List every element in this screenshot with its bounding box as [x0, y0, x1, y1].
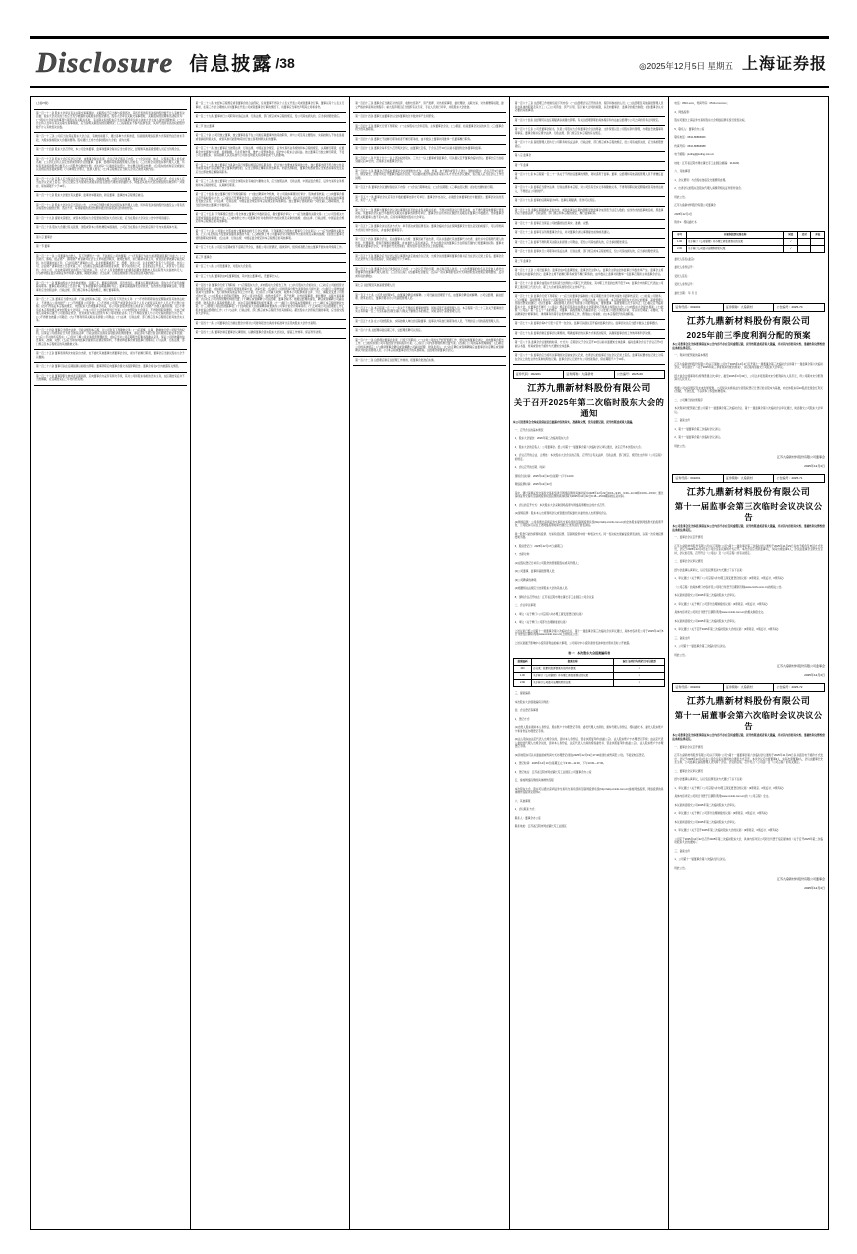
- column-3-body: [353, 100, 506, 366]
- article-paragraph: (2)公司董事、监事和高级管理人员；: [514, 570, 557, 574]
- article-paragraph: 特此公告。: [674, 444, 688, 448]
- article-paragraph: 三、备查文件: [674, 636, 690, 640]
- column-container: [31, 97, 828, 1229]
- signature-line: 受托人签名：: [674, 274, 690, 278]
- article-paragraph: 第一百六十条 总经理每届任期三年，总经理连聘可以连任。: [353, 327, 506, 337]
- article-paragraph: 第一百七十一条 监事应当保证公司披露的信息真实、准确、完整。: [513, 220, 666, 230]
- article-paragraph: (1)现场投票：股东本人出席现场会议或者通过授权委托书委托他人出席现场会议。: [514, 512, 609, 516]
- article-paragraph: 第二节 监事会: [513, 258, 666, 268]
- table-cell: √: [614, 666, 665, 673]
- page-frame: [30, 96, 829, 1230]
- article-paragraph: 第一百五十五条 董事会应当对会议所议事项的决定做成会议记录，出席会议的董事和董事会秘书应当在会议记录上签名。董事会会议记录作为公司档案保存，保存期限不少于10年。: [353, 253, 506, 266]
- article-paragraph: 第一百四十五条 董事长行使下列职权：(一)主持股东大会和召集、主持董事会会议；(二)督促、检查董事会决议的执行；(三)董事会授予的其他职权。: [353, 123, 506, 136]
- article-paragraph: 第一百五十条 董事会会议通知包括以下内容：(一)会议日期和地点；(二)会议期限；(三)事由及议题；(四)发出通知的日期。: [353, 184, 506, 194]
- article-paragraph: 经与会董事认真审议，以记名投票表决方式通过了以下议案：: [674, 778, 745, 782]
- contact-line: 地址：江苏省江阴市周庄镇长寿工业园区(邮编：214423): [674, 161, 740, 165]
- announcement-code-bar: [672, 303, 825, 312]
- article-paragraph: 联系地址：江苏省江阴市周庄镇长寿工业园区: [514, 825, 567, 829]
- contact-line: 特此公告。: [674, 195, 688, 199]
- article-paragraph: 第一百二十五条 董事连续两次未能亲自出席，也不委托其他董事出席董事会会议，视为不能履行职责，董事会应当建议股东大会予以撤换。: [34, 350, 187, 363]
- table-cell: 100: [513, 666, 531, 673]
- table-header-cell: 备注 该列打勾的栏目可以投票: [614, 659, 665, 666]
- article-paragraph: 现场会议时间：2025年12月22日(星期一)下午14:00: [514, 474, 574, 478]
- article-paragraph: 第一百二十八条 未经本章程规定或者董事会的合法授权，任何董事不得以个人名义代表公司或者董事会行事。董事以其个人名义行事时，在第三方会合理地认为该董事在代表公司或者董事会行事的情况下，该董事应当事先声明其立场和身份。: [194, 100, 347, 113]
- article-paragraph: 六、其他事项: [514, 799, 531, 803]
- article-paragraph: 具体内容详见公司同日刊登于巨潮资讯网(www.cninfo.com.cn)的相关制度全文。: [674, 611, 766, 615]
- column-5: [669, 97, 828, 1229]
- announcement-date: 2025年12月4日: [804, 673, 825, 678]
- article-paragraph: 三、备查文件: [674, 419, 690, 423]
- article-paragraph: 3、登记地点：江苏省江阴市周庄镇长寿工业园区公司董事会办公室: [514, 770, 592, 774]
- article-paragraph: 第一百一十五条 股东大会应有会议记录，由董事会秘书负责。会议记录记载以下内容：(一)会议时间、地点、议程和召集人姓名或名称；(二)会议主持人以及出席或列席会议的董事、监事、经理和其他高级管理人员姓名；(三)出席会议的股东和代理人人数、所持有表决权的股份总数及占公司股份总数的比例；(四)对每一议案的审议经过、发言要点和表决结果；(五)股东的质询意见或建议以及相应的答复或说明；(六)律师及计票人、监票人姓名；(七)本章程规定应当载入会议记录的其他内容。: [34, 156, 187, 176]
- contact-line: 联系电话：0510-86866666: [674, 136, 706, 139]
- article-paragraph: 三、备查文件: [674, 849, 690, 853]
- article-paragraph: 1、公司第十一届监事会第三次临时会议决议。: [674, 645, 728, 649]
- article-paragraph: (3)公司聘请的律师；: [514, 578, 539, 582]
- article-paragraph: 第一百五十六条 董事会会议记录包括以下内容：(一)会议召开的日期、地点和召集人姓名；(二)出席董事的姓名以及受他人委托出席董事会的董事(代理人)姓名；(三)会议议程；(四)董事发言要点；(五)每一决议事项的表决方式和结果(表决结果应载明赞成、反对或弃权的票数)。: [353, 266, 506, 283]
- announcement-subject: 第十一届监事会第三次临时会议决议公告: [674, 502, 823, 523]
- masthead-logo: Disclosure: [36, 46, 174, 79]
- contact-line: 股东可通过上海证券交易所股东大会网络投票系统行使表决权。: [674, 119, 747, 122]
- security-name: 证券简称：九鼎新材: [724, 475, 775, 482]
- article-paragraph: 同一股份只能选择现场投票、交易系统投票、互联网投票中的一种表决方式。同一表决权出现重复投票表决的，以第一次有效投票结果为准。: [514, 532, 664, 540]
- article-paragraph: 江苏九鼎新材料股份有限公司(以下简称“公司”)第十一届董事会第六次临时会议通知于2025年11月29日以书面及电子邮件方式发出，会议于2025年12月4日在公司会议室以现场结合通讯方式召开。本次会议应出席董事9人，实际出席董事9人，会议由董事长先生主持，公司监事及高级管理人员列席了会议。会议的召集、召开符合《公司法》及《公司章程》的有关规定。: [674, 754, 823, 765]
- article-paragraph: 第一百二十三条 董事应当遵守法律、行政法规和本章程，对公司负有下列忠实义务：(一)不得利用职权收受贿赂或者其他非法收入，不得侵占公司的财产；(二)不得挪用公司资金；(三)不得将公司资产或者资金以其个人名义或者以其他个人名义开立账户存储；(四)不得违反本章程的规定，未经股东大会或董事会同意，将公司资金借贷给他人或者以公司财产为他人提供担保；(五)不得违反本章程的规定或未经股东大会同意，与本公司订立合同或者进行交易；(六)未经股东大会同意，不得利用职务便利，为自己或他人谋取本应属于公司的商业机会，自营或者为他人经营与本公司同类的业务；(七)不得接受他人与公司交易的佣金归为己有；(八)不得擅自披露公司秘密；(九)不得利用其关联关系损害公司利益；(十)法律、行政法规、部门规章及本章程规定的其他忠实义务。: [34, 296, 187, 327]
- announcement-supervisory-board: [672, 474, 825, 678]
- article-paragraph: 第一百七十八条 监事会每6个月至少召开一次会议。监事可以提议召开临时监事会会议。监事会决议应当经半数以上监事通过。: [513, 320, 666, 330]
- article-paragraph: 6、股权登记日：2025年12月17日(星期三): [514, 544, 564, 548]
- article-paragraph: 3、审议通过《关于召开2025年第二次临时股东大会的议案》(3票同意、0票反对、0票弃权): [674, 628, 779, 632]
- announcement-number: 公告编号：2025-69: [616, 372, 643, 376]
- announcement-signer: 江苏九鼎新材料股份有限公司董事会: [776, 877, 825, 882]
- security-name: 证券简称：九鼎新材: [724, 304, 775, 311]
- announcement-disclaimer: 本公司董事会及全体董事保证本公告内容不存在任何虚假记载、误导性陈述或者重大遗漏，并对其内容的真实性、准确性和完整性依法承担法律责任。: [672, 734, 825, 741]
- article-paragraph: 第一百七十六条 监事会由股东代表和适当比例的公司职工代表组成，其中职工代表的比例不低于1/3。监事会中的职工代表由公司职工通过职工代表大会、职工大会或者其他形式民主选举产生。: [513, 280, 666, 293]
- announcement-subject: 关于召开2025年第二次临时股东大会的通知: [513, 398, 665, 418]
- table-row: [513, 673, 665, 680]
- article-paragraph: 第一百四十四条 董事长由董事会以全体董事的过半数选举产生和罢免。: [353, 113, 506, 123]
- company-name-title: 江苏九鼎新材料股份有限公司: [527, 383, 651, 393]
- article-paragraph: 第一百一十三条 公司应当在保证股东大会合法、有效的前提下，通过各种方式和途径，包括提供网络投票方式等现代信息技术手段，为股东参加股东大会提供便利。股东通过上述方式参加股东大会的，视为出席。: [34, 133, 187, 146]
- article-paragraph: 上述议案已经公司第十一届董事会第六次临时会议、第十一届监事会第三次临时会议审议通过，具体内容详见公司于2025年12月5日刊登在巨潮资讯网(www.cninfo.com.cn)上的相关公告。: [514, 629, 664, 637]
- table-cell: 关于修订《公司章程》并办理工商变更登记的议案: [686, 238, 784, 245]
- article-paragraph: 7、出席对象：: [514, 553, 532, 557]
- contact-line: 4、网络投票：: [674, 110, 692, 114]
- table-header-cell: 提案名称: [532, 659, 614, 666]
- article-paragraph: 第一百六十七条 本章程第一百二十一条关于不得担任董事的情形，同时适用于监事。董事、总经理和其他高级管理人员不得兼任监事。: [513, 171, 666, 184]
- article-paragraph: 本次利润分配预案已经公司第十一届董事会第三次临时会议、第十一届监事会第六次临时会议审议通过，尚需提交公司股东大会审议。: [674, 407, 823, 414]
- signature-line: 受托人身份证号：: [674, 283, 696, 286]
- article-paragraph: 第一百七十九条 监事会制定监事会议事规则，明确监事会的议事方式和表决程序，以确保监事会的工作效率和科学决策。: [513, 330, 666, 340]
- article-paragraph: 第一百三十九条 董事会由9名董事组成，其中独立董事3名，设董事长1人。: [194, 273, 347, 283]
- table-cell: [811, 238, 825, 245]
- article-paragraph: 第一百六十九条 监事的任期每届为3年。监事任期届满，连选可以连任。: [513, 197, 666, 207]
- article-paragraph: 本议案尚需提交公司2025年第二次临时股东大会审议。: [674, 803, 738, 807]
- article-paragraph: 第一百一十九条 提案未获通过，或者本次股东大会变更前次股东大会决议的，应当在股东大会决议公告中作特别提示。: [34, 215, 187, 225]
- table-cell: 关于修订公司部分治理制度的议案: [686, 245, 784, 252]
- article-paragraph: 其中，通过深圳证券交易所交易系统进行网络投票的具体时间为2025年12月22日9:15—9:25，9:30—11:30和13:00—15:00；通过深圳证券交易所互联网投票系统投票的具体时间为2025年12月22日9:15—15:00期间的任意时间。: [514, 491, 664, 499]
- signature-line: 委托人签名(盖章)：: [674, 257, 697, 261]
- table-header-cell: 非累积投票议案名称: [686, 231, 784, 238]
- article-paragraph: 第一百五十三条 董事会决议表决方式为：举手表决或者投票表决。董事会临时会议在保障董事充分表达意见的前提下，可以用传真方式进行并作出决议，并由参会董事签字。: [353, 223, 506, 236]
- article-paragraph: 第一百二十一条 公司董事为自然人，有下列情形之一的，不能担任公司的董事：(一)无民事行为能力或者限制民事行为能力；(二)因贪污、贿赂、侵占财产、挪用财产或者破坏社会主义市场经济秩序，被判处刑罚，执行期满未逾五年，或者因犯罪被剥夺政治权利，执行期满未逾五年；(三)担任破产清算的公司、企业的董事或者厂长、经理，对该公司、企业的破产负有个人责任的，自该公司、企业破产清算完结之日起未逾三年；(四)担任因违法被吊销营业执照、责令关闭的公司、企业的法定代表人，并负有个人责任的，自该公司、企业被吊销营业执照之日起未逾三年；(五)个人所负数额较大的债务到期未清偿被人民法院列为失信被执行人；(六)被中国证监会采取证券市场禁入措施，期限未满的；(七)法律、行政法规或部门规章规定的其他内容。: [34, 253, 187, 280]
- table-row: [513, 680, 665, 687]
- column-1-body: [34, 110, 187, 386]
- article-paragraph: 第一百六十三条 总经理工作细则包括下列内容：(一)总经理会议召开的条件、程序和参加的人员；(二)总经理及其他高级管理人员各自具体的职责及其分工；(三)公司资金、资产运用，签订重大合同的权限，以及向董事会、监事会的报告制度；(四)董事会认为必要的其他事项。: [513, 100, 666, 117]
- article-paragraph: (4)根据相关法规应当出席股东大会的其他人员。: [514, 587, 570, 591]
- table-cell: √: [784, 245, 797, 252]
- article-paragraph: 第一百四十六条 董事长不能履行职务或者不履行职务的，由半数以上董事共同推举一名董事履行职务。: [353, 136, 506, 146]
- masthead-page-number: /38: [275, 54, 295, 71]
- article-paragraph: 8、现场会议召开地点：江苏省江阴市周庄镇长寿工业园区公司会议室: [514, 595, 595, 599]
- column-1: [31, 97, 191, 1229]
- table-cell: √: [614, 680, 665, 687]
- announcement-number: 公告编号：2025-72: [776, 685, 803, 690]
- column-4: [510, 97, 670, 1229]
- article-paragraph: 第一百八十条 监事会会议通知的时间、方式为：定期会议于会议召开10日以前书面通知全体监事；临时监事会会议于会议召开3日前以书面、传真或者电子邮件方式通知全体监事。: [513, 339, 666, 352]
- table-cell: 1.00: [673, 238, 686, 245]
- article-paragraph: 特此公告。: [674, 866, 688, 870]
- announcement-subject: 2025年前三季度利润分配的预案: [686, 331, 811, 340]
- article-paragraph: 第一百五十九条 在公司控股股东、实际控制人单位担任除董事、监事以外其他行政职务的人员，不得担任公司的高级管理人员。: [353, 318, 506, 328]
- article-paragraph: 本次股东大会，股东可以通过深圳证券交易所交易系统和互联网投票系统(http://wltp.cninfo.com.cn)参加网络投票，网络投票的具体操作流程详见附件2。: [514, 787, 664, 795]
- table-cell: [811, 245, 825, 252]
- table-cell: √: [784, 238, 797, 245]
- column-2-body: [194, 100, 347, 339]
- company-name-title: 江苏九鼎新材料股份有限公司: [686, 696, 811, 707]
- article-paragraph: 2、审议《关于修订公司部分治理制度的议案》: [514, 621, 569, 625]
- article-paragraph: 第一百三十三条 独立董事对公司及全体股东负有诚信与勤勉义务，应当按照法律、行政法规、中国证监会规定、证券交易所业务规则和本章程的规定，认真履行职责。: [194, 178, 347, 191]
- table-cell: 2.00: [673, 245, 686, 252]
- article-paragraph: 第一百七十三条 监事不得利用其关联关系损害公司利益，若给公司造成损失的，应当承担赔偿责任。: [513, 239, 666, 249]
- article-paragraph: 第一百一十四条 股东大会召开时，本公司全体董事、监事和董事会秘书应当出席会议，经理和其他高级管理人员应当列席会议。: [34, 146, 187, 156]
- table-row: [673, 245, 825, 252]
- company-name-title: 江苏九鼎新材料股份有限公司: [686, 316, 811, 326]
- security-code: 证券代码：002201: [514, 371, 565, 378]
- article-paragraph: 第一百七十条 监事任期届满未及时改选，或者监事在任期内辞职导致监事会成员低于法定人数的，在改选出的监事就任前，原监事仍应当依照法律、行政法规、部门规章和本章程的规定，履行监事职务。: [513, 207, 666, 220]
- article-paragraph: 第一百一十六条 召集人应当保证会议记录内容真实、准确和完整。出席会议的董事、董事会秘书、召集人或其代表、会议主持人应当在会议记录上签名。会议记录应当与现场出席股东的签名册及代理出席的委托书、网络及其他方式表决情况的有效资料一并保存，保存期限不少于10年。: [34, 176, 187, 193]
- article-paragraph: 第一百八十一条 监事会应当将所议事项的决定做成会议记录，出席会议的监事应当在会议记录上签名。监事有权要求在记录上对其在会议上的发言作出某种说明性记载。监事会会议记录作为公司档案保存，保存期限不少于10年。: [513, 352, 666, 365]
- article-paragraph: 第一百七十七条 监事会行使下列职权：(一)应当对董事会编制的公司定期报告进行审核并提出书面审核意见；(二)检查公司财务；(三)对董事、高级管理人员执行公司职务的行为进行监督，对违反法律、行政法规、本章程或者股东大会决议的董事、高级管理人员提出罢免的建议；(四)当董事、高级管理人员的行为损害公司的利益时，要求董事、高级管理人员予以纠正；(五)提议召开临时股东大会，在董事会不履行《公司法》规定的召集和主持股东大会职责时召集和主持股东大会；(六)向股东大会提出提案；(七)依照《公司法》第一百五十一条的规定，对董事、高级管理人员提起诉讼；(八)发现公司经营情况异常，可以进行调查；必要时，可以聘请会计师事务所、律师事务所等专业机构协助其工作，费用由公司承担；(九)本章程授予的其他职权。: [513, 293, 666, 320]
- table-header-cell: 提案编码: [513, 659, 531, 666]
- masthead-rule-top: [30, 36, 829, 39]
- article-paragraph: 1、审议通过《关于修订<公司章程>并办理工商变更登记的议案》(3票同意、0票反对、0票弃权): [674, 577, 784, 581]
- article-paragraph: 第一百五十八条 本章程第一百二十一条关于不得担任董事的情形，同时适用于高级管理人员。本章程第一百二十三条关于董事的忠实义务和第一百二十四条第(四)项至第(六)项关于勤勉义务的规定，同时适用于高级管理人员。: [353, 305, 506, 318]
- article-paragraph: 联系人：董事会办公室: [514, 816, 541, 820]
- article-paragraph: 第一百四十一条 公司董事会应当就注册会计师对公司财务报告出具的非标准审计意见向股东大会作出说明。: [194, 320, 347, 330]
- column-3: [350, 97, 510, 1229]
- column-4-body: [513, 100, 666, 365]
- contact-line: 2025年12月4日: [674, 212, 693, 216]
- table-cell: [797, 245, 810, 252]
- article-paragraph: 第一百一十八条 股东大会决议应当及时公告，公告中应列明出席会议的股东和代理人人数、所持有表决权的股份总数及占公司有表决权股份总数的比例、表决方式、每项提案的表决结果和通过的各项决议的详细内容。: [34, 202, 187, 215]
- article-paragraph: 第一百五十一条 董事会会议应有过半数的董事出席方可举行。董事会作出决议，必须经全体董事的过半数通过。董事会决议的表决，实行一人一票。: [353, 194, 506, 207]
- article-paragraph: 1、公司第十一届董事会第六次临时会议决议。: [674, 858, 728, 862]
- article-paragraph: 特此公告。: [674, 653, 688, 657]
- article-paragraph: 3、审议通过《关于召开2025年第二次临时股东大会的议案》(9票同意、0票反对、0票弃权): [674, 829, 779, 833]
- table-row: [513, 666, 665, 673]
- article-paragraph: 2、审议通过《关于修订公司部分治理制度的议案》(9票同意、0票反对、0票弃权): [674, 812, 768, 816]
- article-paragraph: 第一百四十七条 董事会每年至少召开两次会议，由董事长召集，于会议召开10日以前书面通知全体董事和监事。: [353, 145, 506, 155]
- article-paragraph: 第一百四十八条 代表十分之一以上表决权的股东、三分之一以上董事或者监事会，可以提议召开董事会临时会议。董事长应当自接到提议后10日内，召集和主持董事会会议。: [353, 155, 506, 168]
- article-paragraph: 第一百二十四条 董事应当遵守法律、行政法规和本章程，对公司负有下列勤勉义务：(一)应谨慎、认真、勤勉地行使公司赋予的权利，以保证公司的商业行为符合国家法律、行政法规以及国家各项经济政策的要求，商业活动不超过营业执照规定的业务范围；(二)应公平对待所有股东；(三)及时了解公司业务经营管理状况；(四)应当对公司定期报告签署书面确认意见。保证公司所披露的信息真实、准确、完整；(五)应当如实向监事会提供有关情况和资料，不得妨碍监事会或者监事行使职权；(六)法律、行政法规、部门规章及本章程规定的其他勤勉义务。: [34, 327, 187, 351]
- article-paragraph: 经大信会计师事务所(特殊普通合伙)审计，截至2025年9月30日，公司合并报表期末未分配利润为人民币元，母公司期末未分配利润为人民币元。: [674, 374, 823, 382]
- column-2: [191, 97, 351, 1229]
- article-paragraph: 《公司章程》的具体修订内容详见公司同日刊登于巨潮资讯网(www.cninfo.com.cn)的相关公告。: [674, 585, 784, 589]
- masthead-rule-bottom: [30, 86, 829, 88]
- article-paragraph: 网络投票时间：2025年12月22日: [514, 483, 553, 487]
- article-paragraph: 一、监事会会议召开情况: [674, 536, 703, 540]
- announcement-date: 2025年12月4日: [804, 464, 825, 469]
- table-header-cell: 同意: [784, 231, 797, 238]
- table-cell: [797, 238, 810, 245]
- proposal-table-caption: 表一：本次股东大会提案编码表: [568, 651, 611, 656]
- article-paragraph: 第一百三十四条 独立董事行使下列特别职权：(一)独立聘请中介机构，对公司具体事项进行审计、咨询或者核查；(二)向董事会提议召开临时股东大会；(三)提议召开董事会会议；(四)依法公开向股东征集股东权利；(五)对可能损害公司或者中小股东权益的事项发表独立意见；(六)法律、行政法规、中国证监会规定和本章程规定的其他职权。独立董事行使前款第(一)项至第(三)项职权的，应当经全体独立董事过半数同意。: [194, 191, 347, 211]
- security-name: 证券简称：九鼎新材: [564, 371, 615, 378]
- announcement-body: [672, 744, 825, 874]
- table-cell: 2.00: [513, 680, 531, 687]
- article-paragraph: 第一百三十条 公司设独立董事，独立董事是指不在公司担任除董事外的其他职务，并与公司及其主要股东、实际控制人不存在直接或者间接利害关系，或者其他可能影响其进行独立客观判断关系的董事。: [194, 132, 347, 145]
- article-paragraph: 第一百二十条 股东大会通过有关派现、送股或资本公积转增股本提案的，公司应当在股东大会结束后两个月内实施具体方案。: [34, 224, 187, 234]
- table-cell: 关于修订《公司章程》并办理工商变更登记的议案: [532, 673, 614, 680]
- table-cell: 总议案：除累积投票提案外的所有提案: [532, 666, 614, 673]
- article-paragraph: 第六章 董事会: [34, 234, 187, 244]
- announcement-signer: 江苏九鼎新材料股份有限公司董事会: [776, 455, 825, 460]
- announcement-disclaimer: 本公司董事会及全体董事保证本公告内容不存在任何虚假记载、误导性陈述或者重大遗漏，并对其内容的真实性、准确性和完整性依法承担法律责任。: [672, 343, 825, 350]
- article-paragraph: 1、股东大会届次：2025年第二次临时股东大会: [514, 437, 569, 441]
- article-paragraph: 第一百二十二条 董事由股东大会选举或更换，任期三年。董事任期届满，可连选连任。董事在任期届满以前，股东大会不能无故解除其职务。董事任期从就任之日起计算，至本届董事会任期届满时为止。董事任期届满未及时改选，在改选出的董事就任前，原董事仍应当依照法律、行政法规、部门规章和本章程的规定，履行董事职务。: [34, 280, 187, 297]
- article-paragraph: 第一百六十四条 总经理可以在任期届满以前提出辞职。有关总经理辞职的具体程序和办法由总经理与公司之间的劳务合同规定。: [513, 117, 666, 127]
- announcement-code-bar: [513, 370, 666, 379]
- article-paragraph: 第七章 总经理及其他高级管理人员: [353, 282, 506, 292]
- announcement-code-bar: [672, 474, 825, 483]
- announcement-body: [672, 352, 825, 451]
- contact-line: 5、联系人：董事会办公室: [674, 127, 705, 131]
- article-paragraph: 第一百二十六条 董事可以在任期届满以前提出辞职。董事辞职应向董事会提交书面辞职报告。董事会将在2日内披露有关情况。: [34, 363, 187, 373]
- article-paragraph: 四、会议登记等事项: [514, 709, 539, 713]
- article-paragraph: 第一百二十七条 董事辞职生效或者任期届满，应向董事会办妥所有移交手续，其对公司和股东承担的忠实义务，在任期结束后并不当然解除，在任期结束后二年内仍然有效。: [34, 373, 187, 386]
- article-paragraph: 第一百七十二条 监事可以列席董事会会议，并对董事会决议事项提出质询或者建议。: [513, 229, 666, 239]
- announcement-profit-distribution: [672, 303, 825, 469]
- announcement-number: 公告编号：2025-71: [776, 476, 803, 481]
- article-paragraph: 一、董事会会议召开情况: [674, 745, 703, 749]
- article-paragraph: 第一节 监事: [513, 162, 666, 172]
- announcement-disclaimer: 本公司及董事会全体成员保证信息披露内容的真实、准确和完整，没有虚假记载、误导性陈述或重大遗漏。: [512, 421, 635, 424]
- contact-block: [672, 100, 825, 228]
- article-paragraph: 本次股东大会提案编码示例表：: [514, 700, 552, 704]
- article-paragraph: 2、股东大会的召集人：公司董事会。经公司第十一届董事会第六次临时会议审议通过，决定召开本次股东大会。: [514, 445, 644, 449]
- article-paragraph: 第一百四十九条 董事会召开临时董事会会议的通知方式为：书面、传真、电子邮件或者专人送达；通知时限为：会议召开3日前发出。情况紧急，需要尽快召开董事会临时会议的，可以随时通过电话或者其他口头方式发出会议通知，但召集人应当在会议上作出说明。: [353, 168, 506, 185]
- proposal-code-table: [513, 658, 666, 687]
- security-code: 证券代码：002201: [673, 304, 724, 311]
- article-paragraph: 第一百三十八条 公司设董事会，对股东大会负责。: [194, 263, 347, 273]
- table-cell: 关于修订公司部分治理制度的议案: [532, 680, 614, 687]
- article-paragraph: 第一节 董事: [34, 243, 187, 253]
- article-paragraph: 5、会议的召开方式：本次股东大会采取现场投票与网络投票相结合的方式召开。: [514, 503, 608, 507]
- article-paragraph: 第一百六十六条 高级管理人员执行公司职务时违反法律、行政法规、部门规章或本章程的规定，给公司造成损失的，应当承担赔偿责任。: [513, 139, 666, 152]
- article-paragraph: 第一百四十三条 董事会应当确定对外投资、收购出售资产、资产抵押、对外担保事项、委托理财、关联交易、对外捐赠等权限，建立严格的审查和决策程序；重大投资项目应当组织有关专家、专业人员进行评审，并报股东大会批准。: [353, 100, 506, 113]
- announcement-body: [513, 427, 666, 649]
- contact-line: 传真号码：0510-86866688: [674, 144, 706, 148]
- article-paragraph: 五、参加网络投票的具体操作流程: [514, 779, 554, 783]
- proxy-vote-table: [672, 231, 825, 253]
- signature-line: 委托人身份证号：: [674, 266, 696, 269]
- article-paragraph: 4、会议召开的日期、时间：: [514, 466, 548, 470]
- article-paragraph: (3)异地股东可以书面信函或传真方式办理登记(须在2025年12月19日17:00前送达或传真至公司)，不接受电话登记。: [514, 753, 647, 757]
- contact-line: 1、会议费用：与会股东食宿及交通费用自理。: [674, 178, 728, 182]
- article-paragraph: 第一百六十二条 总经理应制定总经理工作细则，报董事会批准后实施。: [353, 357, 506, 367]
- article-paragraph: 1、审议通过《关于修订<公司章程>并办理工商变更登记的议案》(9票同意、0票反对、0票弃权): [674, 786, 784, 790]
- contact-line: 六、其他事项: [674, 170, 690, 173]
- announcement-date: 2025年12月4日: [804, 886, 825, 891]
- announcement-number: 公告编号：2025-70: [776, 305, 803, 309]
- article-paragraph: 第二节 独立董事: [194, 123, 347, 133]
- continued-from-label: (上接37版): [34, 100, 187, 110]
- article-paragraph: 第一百五十四条 董事会会议，应由董事本人出席；董事因故不能出席，可以书面委托其他董事代为出席，委托书中应载明代理人的姓名、代理事项、授权范围和有效期限，并由委托人签名或盖章。代为出席会议的董事应当在授权范围内行使董事的权利。董事未出席某次董事会会议，亦未委托代表出席的，视为放弃在该次会议上的投票权。: [353, 236, 506, 253]
- masthead-section-title: 信息披露: [189, 54, 274, 75]
- article-paragraph: 第一百五十二条 董事与董事会会议决议事项所涉及的企业有关联关系的，不得对该项决议行使表决权，也不得代理其他董事行使表决权。该董事会会议由过半数的无关联关系董事出席即可举行，董事会会议所作决议须经无关联关系董事过半数通过。出席董事会的无关联董事人数不足3人的，应将该事项提交股东大会审议。: [353, 207, 506, 224]
- article-paragraph: (2)法人股东由法定代表人出席会议的，需持本人身份证、营业执照复印件(加盖公章)、法人股东账户卡办理登记手续；由法定代表人委托的代理人出席会议的，需持本人身份证、法定代表人出具的授权委托书、营业执照复印件(加盖公章)、法人股东账户卡办理登记手续。: [514, 738, 664, 749]
- security-code: 证券代码：002201: [673, 684, 724, 691]
- article-paragraph: 第一百七十四条 监事执行公司职务时违反法律、行政法规、部门规章或本章程的规定，给公司造成损失的，应当承担赔偿责任。: [513, 248, 666, 258]
- contact-line: 电子邮箱：jiuding@jiuding.com.cn: [674, 153, 715, 156]
- masthead: [30, 36, 829, 88]
- article-paragraph: 第一百三十二条 独立董事应当具备与其行使职权相适应的任职条件，符合独立性要求并保持独立性。独立董事出现不符合独立性条件或者其他不适宜履行独立董事的情形的，应当立即停止履职并辞去职务。未提出辞职的，董事会知悉或者应当知悉该事实发生后应当立即按规定解除其职务。: [194, 162, 347, 179]
- article-paragraph: 二、公司履行的决策程序: [674, 398, 703, 402]
- article-paragraph: 具体内容详见公司同日刊登于巨潮资讯网(www.cninfo.com.cn)的《公司章程》全文。: [674, 795, 771, 799]
- article-paragraph: 第一百四十二条 董事会制定董事会议事规则，以确保董事会落实股东大会决议，提高工作效率，保证科学决策。: [194, 329, 347, 339]
- article-paragraph: 上述议案属于影响中小投资者利益的重大事项，公司将对中小投资者的表决单独计票并及时公开披露。: [514, 641, 632, 645]
- article-paragraph: 第一百三十六条 公司建立全部由独立董事参加的专门会议机制。下列事项应当经独立董事专门会议审议：(一)应当披露的关联交易；(二)公司及相关方变更或者豁免承诺的方案；(三)被收购上市公司董事会针对收购所作出的决策及采取的措施；(四)独立董事行使特别职权的事项；(五)法律、行政法规、中国证监会规定和本章程规定的其他事项。: [194, 228, 347, 245]
- table-cell: √: [614, 673, 665, 680]
- article-paragraph: 3、会议召开的合法、合规性：本次股东大会会议的召集、召开符合有关法律、行政法规、部门规章、规范性文件和《公司章程》的规定。: [514, 454, 664, 461]
- article-paragraph: (2)网络投票：公司将通过深圳证券交易所交易系统和互联网投票系统(http://wltp.cninfo.com.cn)向全体股东提供网络形式的投票平台，公司股东可以在上述网络投票时间内通过上述系统行使表决权。: [514, 520, 664, 528]
- table-header-cell: 反对: [797, 231, 810, 238]
- article-paragraph: 江苏九鼎新材料股份有限公司(以下简称“公司”)第十一届监事会第三次临时会议通知于2025年11月29日以电子邮件及电话方式发出，会议于2025年12月4日在公司会议室以现场方式召开。本次会议应出席监事3人，实际出席监事3人，会议由监事会主席先生主持，会议的召集、召开符合《公司法》及《公司章程》的有关规定。: [674, 544, 823, 555]
- signature-line: 委托日期： 年 月 日: [674, 291, 698, 295]
- article-paragraph: 二、监事会会议审议情况: [674, 560, 703, 564]
- article-paragraph: 一、召开会议的基本情况: [514, 428, 544, 432]
- article-paragraph: 第一百一十二条 股东大会审议有关关联交易事项时，关联股东不应当参与投票表决，其所代表的有表决权的股份数不计入有效表决总数；股东大会决议的公告应当充分披露非关联股东的表决情况。股东大会审议关联交易事项时，关联股东的回避和表决程序为：(一)股东大会审议的事项与某股东有关联关系时，有关联关系的股东应当在该事项审议前主动向大会主持人提出回避申请；(二)大会主持人在审议有关关联交易事项前，应当说明关联股东的回避情况；(三)关联股东不参与投票表决，其所代表的有表决权的股份数不计入有效表决总数。: [34, 110, 187, 134]
- announcement-tail: [513, 690, 666, 832]
- article-paragraph: 1、登记方式：: [514, 717, 532, 721]
- article-paragraph: 一、利润分配预案的基本情况: [674, 354, 709, 358]
- article-paragraph: 根据公司实际情况及未来发展规划，公司拟以实施权益分派股权登记日登记的总股本为基数，向全体股东每10股派发现金红利元(含税)，不送红股，不以资本公积金转增股本。: [674, 386, 823, 394]
- article-paragraph: (1)在股权登记日持有公司股份的普通股股东或其代理人；: [514, 561, 581, 565]
- masthead-date: ◎2025年12月5日 星期五: [639, 61, 733, 71]
- announcement-disclaimer: 本公司监事会及全体监事保证本公告内容不存在任何虚假记载、误导性陈述或者重大遗漏，并对其内容的真实性、准确性和完整性依法承担法律责任。: [672, 525, 825, 532]
- article-paragraph: 1、审议《关于修订<公司章程>并办理工商变更登记的议案》: [514, 612, 585, 616]
- article-paragraph: 公司定于2025年12月22日召开2025年第二次临时股东大会，具体内容详见公司同日刊登于指定媒体的《关于召开2025年第二次临时股东大会的通知》。: [674, 837, 823, 845]
- article-paragraph: 第一百四十条 董事会行使下列职权：(一)召集股东大会，并向股东大会报告工作；(二)执行股东大会的决议；(三)决定公司的经营计划和投资方案；(四)制订公司的年度财务预算方案、决算方案；(五)制订公司的利润分配方案和弥补亏损方案；(六)制订公司增加或者减少注册资本、发行债券或其他证券及上市方案；(七)拟订公司重大收购、收购本公司股票或者合并、分立、解散及变更公司形式的方案；(八)在股东大会授权范围内，决定公司对外投资、收购出售资产、资产抵押、对外担保事项、委托理财、关联交易等事项；(九)决定公司内部管理机构的设置；(十)聘任或者解聘公司总经理、董事会秘书；根据总经理的提名，聘任或者解聘公司副总经理、财务负责人等高级管理人员，并决定其报酬事项和奖惩事项；(十一)制订公司的基本管理制度；(十二)制订本章程的修改方案；(十三)管理公司信息披露事项；(十四)向股东大会提请聘请或更换为公司审计的会计师事务所；(十五)听取公司总经理的工作汇报并检查总经理的工作；(十六)法律、行政法规、部门规章或本章程授予的其他职权。超过股东大会授权范围的事项，应当提交股东大会审议。: [194, 282, 347, 320]
- announcement-subject: 第十一届董事会第六次临时会议决议公告: [674, 711, 823, 732]
- table-header-cell: 弃权: [811, 231, 825, 238]
- article-paragraph: 二、董事会会议审议情况: [674, 769, 703, 773]
- security-name: 证券简称：九鼎新材: [724, 684, 775, 691]
- announcement-body: [672, 534, 825, 660]
- contact-line: 电话：0510-xxxx，传真号码：0510-xxxxxxxx；: [674, 102, 730, 105]
- proxy-signature-lines: [672, 256, 825, 299]
- article-paragraph: 本议案尚需提交公司2025年第二次临时股东大会审议。: [674, 820, 738, 824]
- masthead-paper-name: 上海证券报: [741, 56, 827, 73]
- article-paragraph: 2、第十一届监事会第六次临时会议决议。: [674, 436, 723, 440]
- announcement-meeting-notice: [513, 370, 666, 832]
- article-paragraph: 第一百一十七条 股东大会通过有关董事、监事选举提案的，新任董事、监事按本章程规定就任。: [34, 192, 187, 202]
- contact-line: 附件1：授权委托书: [674, 221, 697, 224]
- announcement-code-bar: [672, 683, 825, 692]
- article-paragraph: 第一百三十五条 下列事项应当经公司全体独立董事过半数同意后，提交董事会审议：(一)应当披露的关联交易；(二)公司及相关方变更或者豁免承诺的方案；(三)被收购上市公司董事会针对收购所作出的决策及采取的措施；(四)法律、行政法规、中国证监会规定和本章程规定的其他事项。: [194, 211, 347, 228]
- article-paragraph: 三、提案编码: [514, 692, 531, 696]
- article-paragraph: 第一百二十九条 董事执行公司职务时违反法律、行政法规、部门规章或本章程的规定，给公司造成损失的，应当承担赔偿责任。: [194, 113, 347, 123]
- article-paragraph: 第三节 董事会: [194, 254, 347, 264]
- article-paragraph: 第一百三十一条 独立董事应当按照法律、行政法规、中国证监会规定、证券交易所业务规则和本章程的规定，认真履行职责，在董事会中发挥参与决策、监督制衡、专业咨询作用，维护公司整体利益，保护中小股东合法权益。独立董事应当独立履行职责，不受公司主要股东、实际控制人以及其他与公司存在利害关系的单位或个人的影响。: [194, 145, 347, 162]
- table-row: [673, 238, 825, 245]
- article-paragraph: 2、审议通过《关于修订公司部分治理制度的议案》(3票同意、0票反对、0票弃权): [674, 602, 768, 606]
- contact-line: 江苏九鼎新材料股份有限公司董事会: [674, 204, 716, 207]
- article-paragraph: 第一百五十七条 公司设总经理1名，由董事会聘任或解聘。公司设副总经理若干名，由董事会聘任或解聘。公司总经理、副总经理、财务负责人、董事会秘书为公司高级管理人员。: [353, 292, 506, 305]
- security-code: 证券代码：002201: [673, 475, 724, 482]
- table-header-cell: 序号: [673, 231, 686, 238]
- announcement-board-of-directors: [672, 683, 825, 891]
- article-paragraph: 第一百三十七条 公司应当定期或者不定期召开会议，通报公司运营情况，提供资料，组织或者配合独立董事开展实地考察等工作。: [194, 244, 347, 254]
- article-paragraph: 江苏九鼎新材料股份有限公司(以下简称“公司”)于2025年12月4日召开第十一届董事会第三次临时会议和第十一届监事会第六次临时会议，审议通过了《关于2025年前三季度利润分配的预案》，该议案尚需提交公司股东大会审议。: [674, 362, 823, 370]
- article-paragraph: 第八章 监事会: [513, 152, 666, 162]
- table-cell: 1.00: [513, 673, 531, 680]
- article-paragraph: 1、会议联系方式：: [514, 808, 537, 812]
- article-paragraph: 本议案尚需提交公司2025年第二次临时股东大会审议。: [674, 619, 738, 623]
- article-paragraph: 2、登记时间：2025年12月19日(星期五)上午9:00—11:30，下午13:30—17:00。: [514, 762, 606, 766]
- article-paragraph: 第一百六十八条 监事应当遵守法律、行政法规和本章程，对公司负有忠实义务和勤勉义务，不得利用职权收受贿赂或者其他非法收入，不得侵占公司的财产。: [513, 184, 666, 197]
- article-paragraph: 第一百六十五条 公司设董事会秘书，负责公司股东大会和董事会会议的筹备、文件保管以及公司股东资料管理，办理信息披露事务等事宜。董事会秘书应遵守法律、行政法规、部门规章及本章程的有关规定。: [513, 126, 666, 139]
- article-paragraph: 第一百六十一条 总经理对董事会负责，行使下列职权：(一)主持公司的生产经营管理工作，组织实施董事会决议，并向董事会报告工作；(二)组织实施公司年度经营计划和投资方案；(三)拟订公司内部管理机构设置方案；(四)拟订公司的基本管理制度；(五)制定公司的具体规章；(六)提请董事会聘任或者解聘公司副总经理、财务负责人；(七)决定聘任或者解聘除应由董事会决定聘任或者解聘以外的负责管理人员；(八)本章程或董事会授予的其他职权。总经理列席董事会会议。: [353, 337, 506, 357]
- article-paragraph: (1)自然人股东须持本人身份证、股东账户卡办理登记手续；委托代理人出席的，须持代理人身份证、授权委托书、委托人股东账户卡和身份证办理登记手续。: [514, 726, 664, 733]
- article-paragraph: 本议案尚需提交公司2025年第二次临时股东大会审议。: [674, 594, 738, 598]
- article-paragraph: 第一百七十五条 公司设监事会。监事会由3名监事组成，监事会设主席1人。监事会主席由全体监事过半数选举产生。监事会主席召集和主持监事会会议；监事会主席不能履行职务或者不履行职务的，由半数以上监事共同推举一名监事召集和主持监事会会议。: [513, 267, 666, 280]
- article-paragraph: 二、会议审议事项: [514, 604, 536, 608]
- announcement-signer: 江苏九鼎新材料股份有限公司监事会: [776, 664, 825, 669]
- article-paragraph: 1、第十一届董事会第三次临时会议决议；: [674, 427, 723, 431]
- article-paragraph: 经与会监事认真审议，以记名投票表决方式通过了以下议案：: [674, 568, 745, 572]
- contact-line: 2、出席会议的股东及股东代理人请携带相关证件原件到会。: [674, 187, 744, 190]
- company-name-title: 江苏九鼎新材料股份有限公司: [686, 487, 811, 498]
